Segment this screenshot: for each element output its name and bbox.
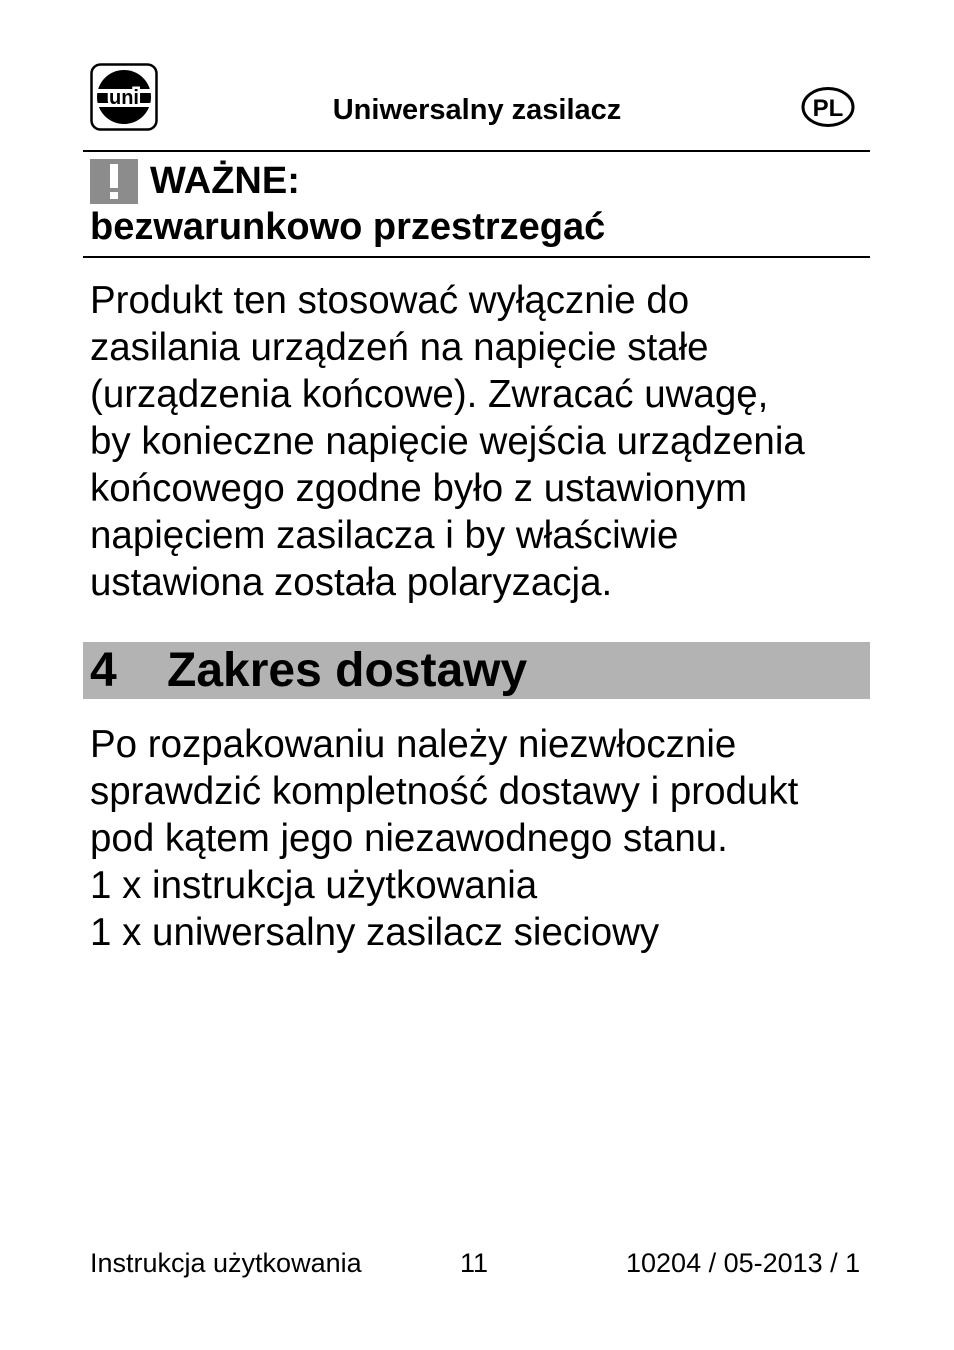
warning-divider [83, 256, 870, 258]
footer-doc-code: 10204 / 05-2013 / 1 [626, 1248, 861, 1278]
section-number: 4 [90, 644, 117, 697]
warning-subtitle: bezwarunkowo przestrzegać [90, 206, 606, 248]
delivery-paragraph: Po rozpakowaniu należy niezwłocznie sprawdzić kompletność dostawy i produkt pod kątem jego niezawodnego stanu. 1 x instrukcja użytkowania 1 x uniwersalny zasilacz sieciowy [90, 723, 799, 954]
page-header-title: Uniwersalny zasilacz [332, 94, 622, 126]
logo-text: uni [109, 87, 139, 109]
language-badge [801, 86, 855, 128]
usage-paragraph: Produkt ten stosować wyłącznie do zasilania urządzeń na napięcie stałe (urządzenia końcowe). Zwracać uwagę, by konieczne napięcie wejścia urządzenia końcowego zgodne było z ustawionym napięciem zasilacza i by właściwie ustawiona została polaryzacja. [90, 279, 805, 604]
footer-manual-label: Instrukcja użytkowania [90, 1248, 362, 1278]
exclamation-icon [90, 159, 138, 204]
language-code: PL [812, 95, 844, 122]
warning-title: WAŻNE: [150, 160, 300, 202]
footer-page-number: 11 [460, 1248, 489, 1278]
header-divider [83, 150, 870, 152]
section-title: Zakres dostawy [167, 644, 528, 697]
